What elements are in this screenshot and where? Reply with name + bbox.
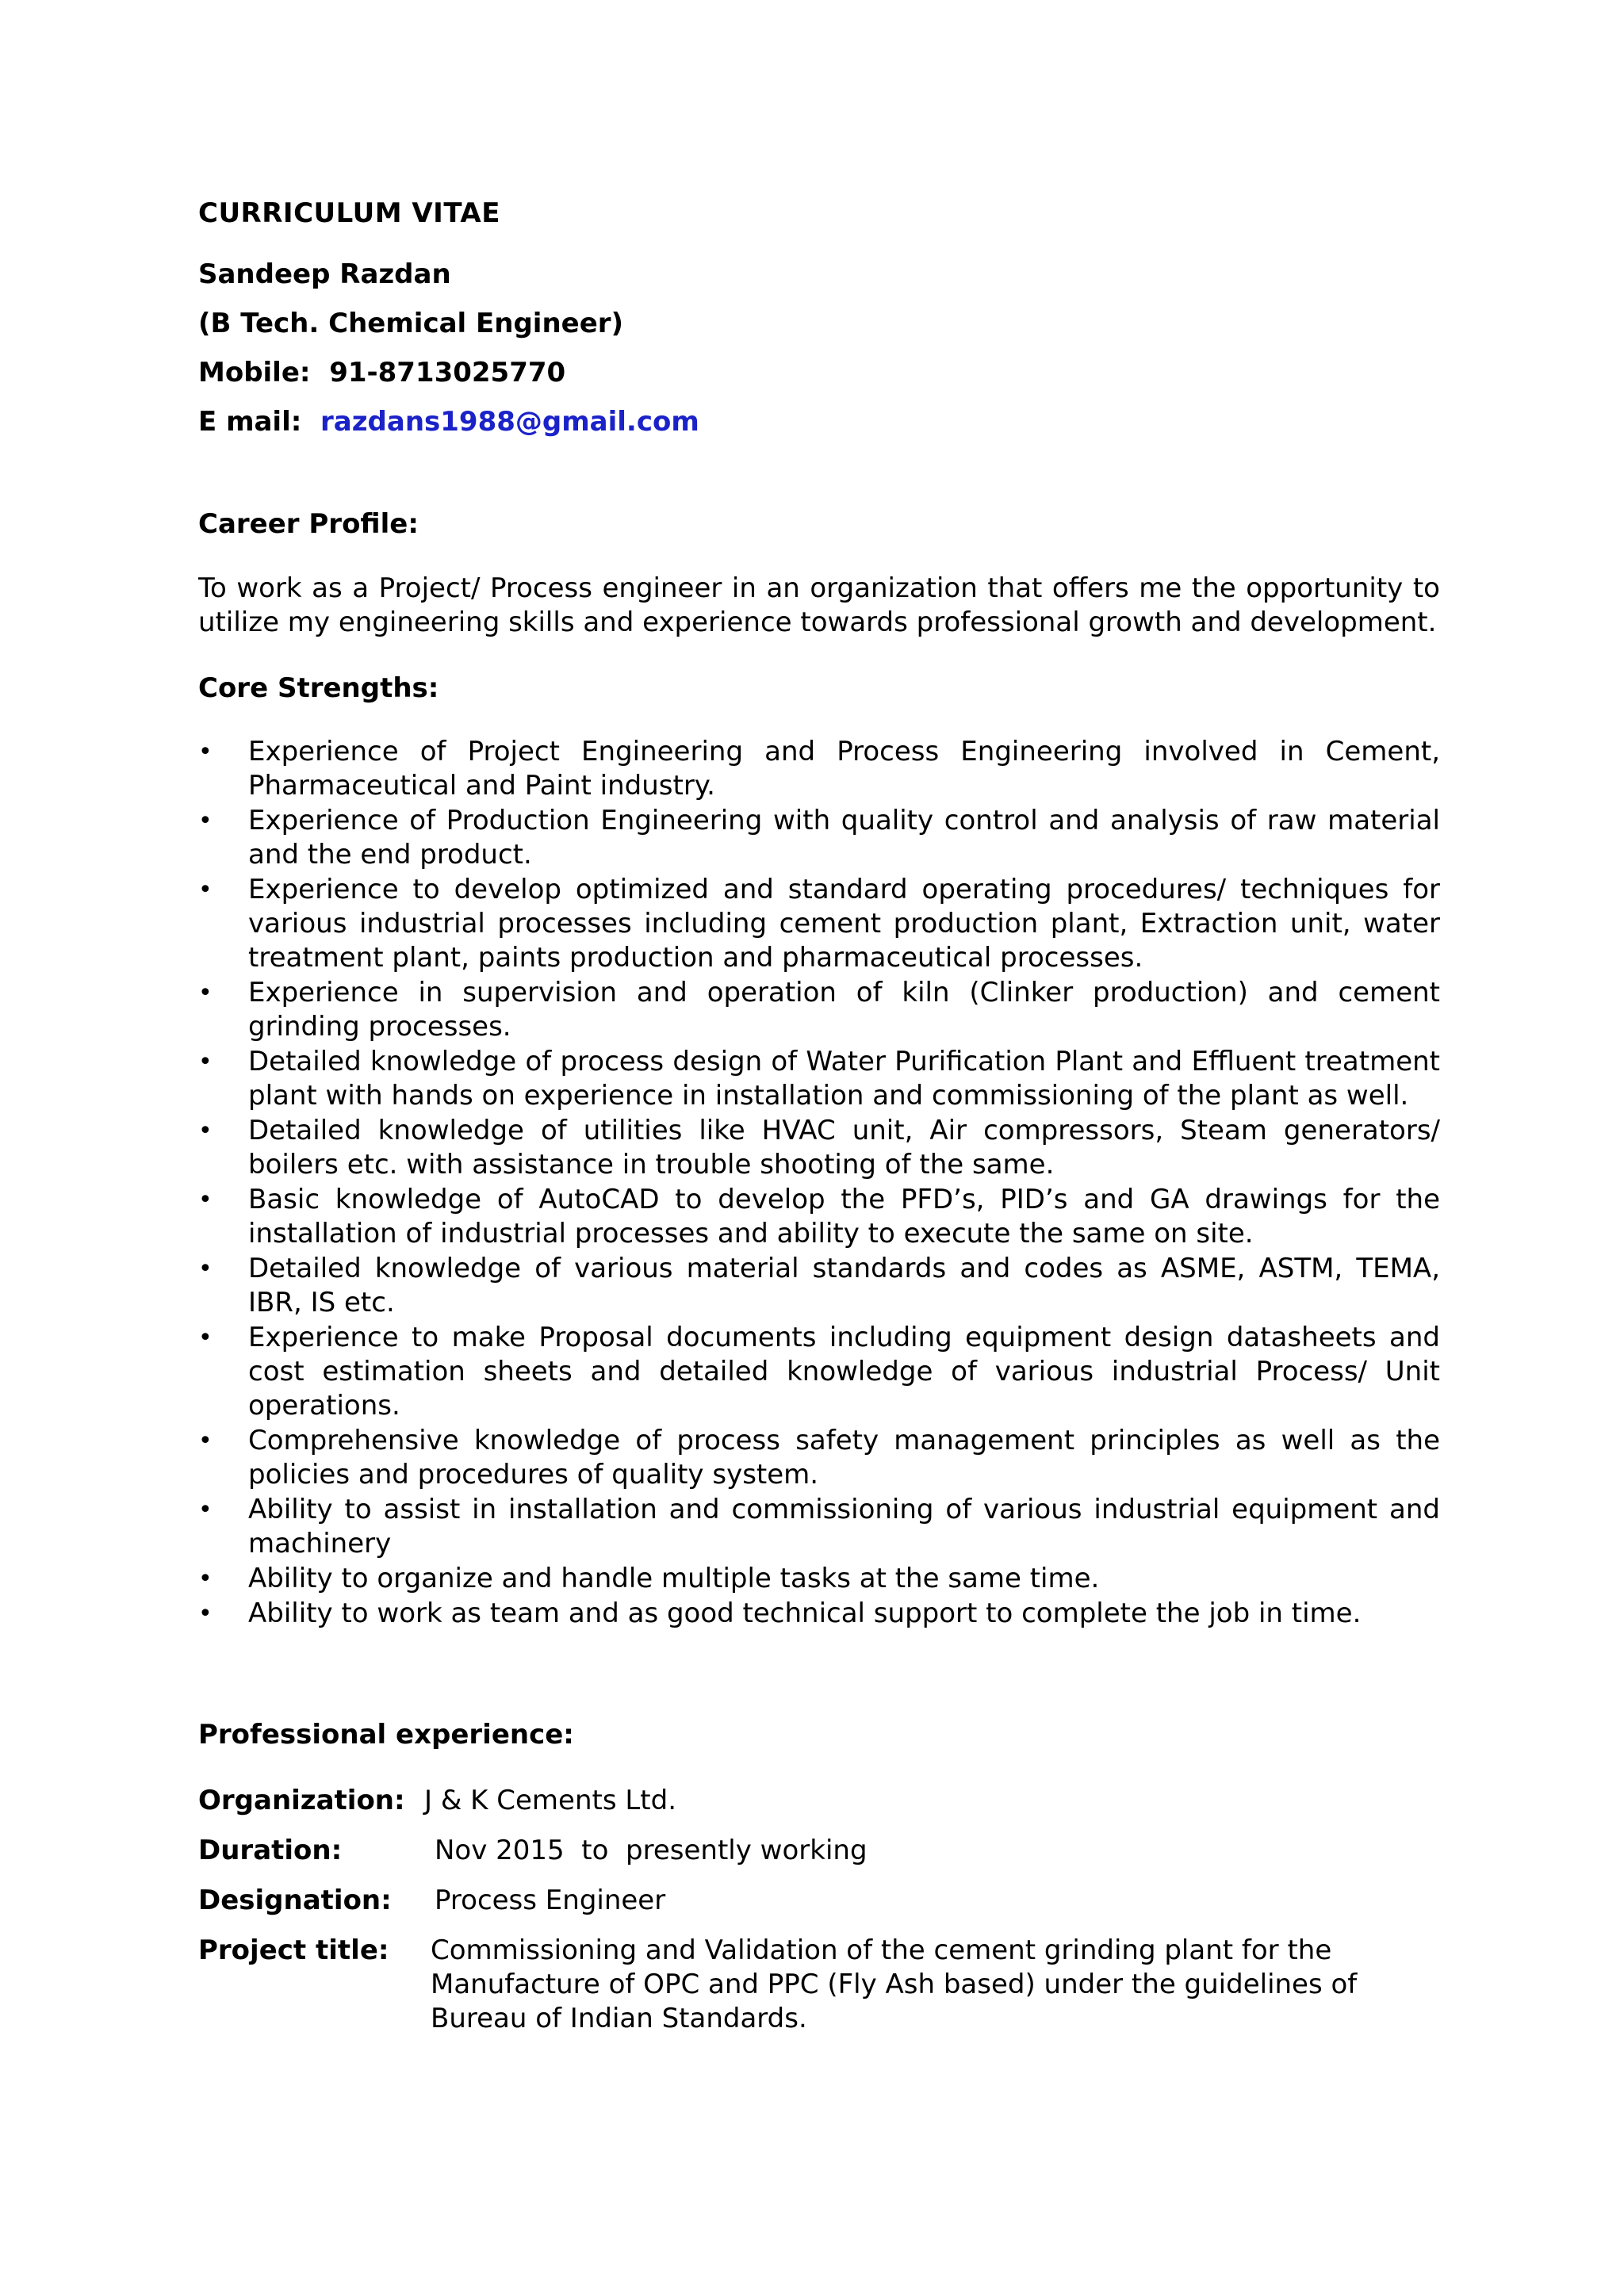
professional-experience-heading: Professional experience: [198,1719,574,1751]
list-item: • Experience of Production Engineering with quality control and analysis of raw material and the end product. [198,805,1440,871]
bullet-icon: • [198,1427,213,1455]
organization-label: Organization: [198,1785,405,1816]
project-row [198,1934,1440,2036]
list-item: • Comprehensive knowledge of process safety management principles as well as the policies and procedures of quality system. [198,1425,1440,1490]
list-item: • Detailed knowledge of utilities like HVAC unit, Air compressors, Steam generators/ boilers etc. with assistance in trouble shooting of the same. [198,1115,1440,1181]
designation-value: Process Engineer [435,1885,666,1916]
bullet-icon: • [198,1255,213,1283]
document-title: CURRICULUM VITAE [198,197,500,229]
bullet-icon: • [198,738,213,766]
list-item: • Experience to make Proposal documents including equipment design datasheets and cost estimation sheets and detailed knowledge of various industrial Process/ Unit operations. [198,1322,1440,1422]
career-profile-text: To work as a Project/ Process engineer in an organization that offers me the opportunity to utilize my engineering skills and experience towards professional growth and development. [198,572,1440,638]
list-item: • Experience of Project Engineering and Process Engineering involved in Cement, Pharmaceutical and Paint industry. [198,736,1440,802]
list-item: • Ability to assist in installation and commissioning of various industrial equipment and machinery [198,1494,1440,1559]
bullet-icon: • [198,1186,213,1214]
project-label: Project title: [198,1934,389,1966]
duration-label: Duration: [198,1835,343,1866]
career-profile-heading: Career Profile: [198,508,419,540]
mobile-number: 91-8713025770 [329,357,566,388]
email-link[interactable]: razdans1988@gmail.com [320,406,699,438]
core-strengths-list [198,735,1440,1631]
mobile-label: Mobile: [198,357,311,388]
list-item: • Ability to organize and handle multiple tasks at the same time. [198,1563,1100,1594]
bullet-icon: • [198,1565,213,1593]
bullet-icon: • [198,1496,213,1524]
project-value: Commissioning and Validation of the cement grinding plant for the Manufacture of OPC and PPC (Fly Ash based) under the guidelines of Bureau of Indian Standards. [431,1934,1358,2034]
list-item: • Detailed knowledge of various material standards and codes as ASME, ASTM, TEMA, IBR, IS etc. [198,1253,1440,1318]
designation-row [198,1884,1440,1918]
duration-row [198,1834,1440,1868]
bullet-icon: • [198,1324,213,1352]
candidate-qualification: (B Tech. Chemical Engineer) [198,308,624,339]
designation-label: Designation: [198,1885,392,1916]
cv-page [198,197,1440,2036]
core-strengths-heading: Core Strengths: [198,672,439,704]
duration-value: Nov 2015 to presently working [435,1835,868,1866]
bullet-icon: • [198,1600,213,1628]
mobile-line [198,356,1440,390]
organization-value: J & K Cements Ltd. [424,1785,677,1816]
bullet-icon: • [198,807,213,835]
email-label: E mail: [198,406,302,438]
list-item: • Ability to work as team and as good technical support to complete the job in time. [198,1598,1362,1629]
bullet-icon: • [198,876,213,904]
list-item: • Experience in supervision and operation of kiln (Clinker production) and cement grinding processes. [198,977,1440,1043]
experience-details [198,1784,1440,2036]
list-item: • Detailed knowledge of process design of Water Purification Plant and Effluent treatment plant with hands on experience in installation and commissioning of the plant as well. [198,1046,1440,1112]
bullet-icon: • [198,1117,213,1145]
bullet-icon: • [198,1048,213,1076]
list-item: • Experience to develop optimized and standard operating procedures/ techniques for various industrial processes including cement production plant, Extraction unit, water treatment plant, paints production and pharmaceutical processes. [198,874,1440,974]
bullet-icon: • [198,979,213,1007]
list-item: • Basic knowledge of AutoCAD to develop the PFD’s, PID’s and GA drawings for the installation of industrial processes and ability to execute the same on site. [198,1184,1440,1249]
email-line [198,405,1440,439]
candidate-name: Sandeep Razdan [198,258,451,290]
organization-row [198,1784,1440,1818]
